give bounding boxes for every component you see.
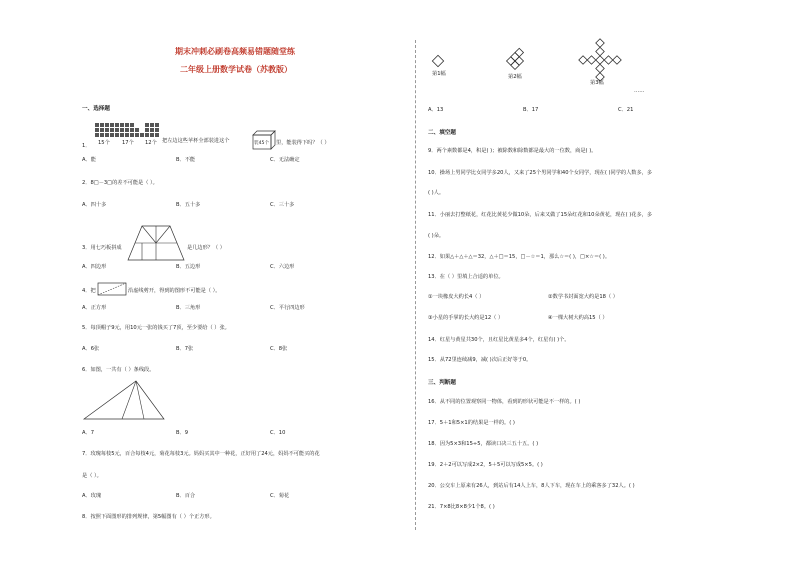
- q12-stem: 12．如果△＋△＋△＝32，△＋□＝15，□－☆＝1，那么☆＝( )，□×☆＝( )。: [428, 254, 611, 260]
- figure-label-2: 第2幅: [508, 74, 522, 80]
- q20-stem: 20．公交车上原来有26人，到站后有14人上车，8人下车，现在车上的乘客多了32人。( ): [428, 483, 635, 489]
- triangle-segments-figure: [84, 381, 164, 419]
- q10-stem: 10．操场上男同学比女同学多20人，又来了25个男同学和40个女同学，现在( )同学的人数多，多: [428, 170, 653, 176]
- cut-rectangle-figure: [98, 283, 126, 295]
- pattern-ellipsis: ……: [634, 88, 645, 94]
- q6-option-a[interactable]: A．7: [82, 430, 95, 436]
- q19-stem: 19．2＋2可以写成2×2，5＋5可以写成5×5。( ): [428, 462, 543, 468]
- q18-stem: 18．因为5×3和15÷5，都读口决三五十五。( ): [428, 441, 539, 447]
- q7-option-b[interactable]: B．百合: [176, 493, 196, 499]
- q10-stem-cont: ( )人。: [428, 190, 445, 196]
- q3-option-a[interactable]: A．四边形: [82, 264, 107, 270]
- q5-option-a[interactable]: A．6张: [82, 346, 100, 352]
- q1-stem: 把左边这些苹杯全部装进这个: [162, 138, 230, 144]
- q5-option-b[interactable]: B．7张: [176, 346, 194, 352]
- q1-option-c[interactable]: C．无法确定: [270, 157, 300, 163]
- q3-stem-end: 是几边形？（ ）: [187, 245, 225, 251]
- q8-option-b[interactable]: B．17: [523, 107, 539, 113]
- page-title: 期末冲刺必刷卷高频易错题随堂练: [175, 47, 295, 56]
- q8-stem: 8．按照下面图形的排列规律，第5幅图有（ ）个正方形。: [82, 514, 215, 520]
- q5-stem: 5．每顶帽子9元，用10元一张的钱买了7顶，至少要给（ ）张。: [82, 325, 230, 331]
- q7-stem: 7．玫瑰每枝5元，百合每枝4元，菊花每枝3元。妈妈买其中一种花，正好用了24元，妈妈不可能买的花: [82, 451, 320, 457]
- q4-option-b[interactable]: B．三角形: [176, 305, 201, 311]
- q1-stem-end: 里，能装得下吗？（ ）: [276, 140, 330, 146]
- q8-option-c[interactable]: C．21: [618, 107, 634, 113]
- q7-option-c[interactable]: C．菊花: [270, 493, 290, 499]
- q4-option-a[interactable]: A．正方形: [82, 305, 107, 311]
- q7-option-a[interactable]: A．玫瑰: [82, 493, 102, 499]
- q9-stem: 9．两个素数都是4，积是( )；被除数和除数都是最大的一位数，商是( )。: [428, 148, 597, 154]
- q13-item-4: ④一棵大树大约高15（ ）: [548, 315, 608, 321]
- q2-option-a[interactable]: A．四十多: [82, 202, 107, 208]
- q14-stem: 14．红星与黄星共30个，且红星比黄星多4个，红星有( )个。: [428, 337, 570, 343]
- q4-stem-end: 沿虚线剪开，得到的图形不可能是（ ）。: [128, 288, 221, 294]
- q13-stem: 13．在（ ）里填上合适的单位。: [428, 274, 504, 280]
- column-divider: [415, 40, 416, 530]
- q2-option-c[interactable]: C．三十多: [270, 202, 295, 208]
- figure-label-1: 第1幅: [432, 71, 446, 77]
- q4-stem: 4．把: [82, 288, 96, 294]
- section-judge-title: 三、判断题: [428, 380, 456, 386]
- q6-stem: 6．如图，一共有（ ）条线段。: [82, 367, 155, 373]
- q1-number: 1．: [82, 143, 91, 149]
- q6-option-b[interactable]: B．9: [176, 430, 189, 436]
- q13-item-2: ②数学书封面宽大约是18（ ）: [548, 294, 618, 300]
- q2-stem: 2．8□－3□的差不可能是（ ）。: [82, 180, 158, 186]
- figure-label-3: 第3幅: [590, 80, 604, 86]
- pattern-figure-3: [580, 40, 620, 80]
- pattern-figure-1: [432, 55, 444, 67]
- q11-stem: 11．小丽去打整纸花，红花比黄花少做10朵，后来又做了15朵红花和10朵黄花，现在( )花多，多: [428, 212, 653, 218]
- q6-option-c[interactable]: C．10: [270, 430, 286, 436]
- q5-option-c[interactable]: C．8张: [270, 346, 288, 352]
- q3-stem: 3．用七巧板拼成: [82, 245, 122, 251]
- box-label: 装45个: [254, 141, 270, 146]
- q21-stem: 21．7×8比8×8少1个8。( ): [428, 504, 495, 510]
- count-label: 15个: [98, 140, 110, 146]
- q3-option-c[interactable]: C．六边形: [270, 264, 295, 270]
- q16-stem: 16．从不同的位置观察同一物体，看到的形状可能是不一样的。( ): [428, 399, 581, 405]
- q8-option-a[interactable]: A．13: [428, 107, 444, 113]
- q4-option-c[interactable]: C．平行四边形: [270, 305, 305, 311]
- section-fill-title: 二、填空题: [428, 130, 456, 136]
- q7-stem-cont: 是（ ）。: [82, 473, 102, 479]
- q13-item-1: ①一块橡皮大约长4（ ）: [428, 294, 485, 300]
- count-label: 17个: [122, 140, 134, 146]
- q3-option-b[interactable]: B．五边形: [176, 264, 201, 270]
- pattern-figure-2: [503, 49, 527, 73]
- section-choice-title: 一、选择题: [82, 106, 110, 112]
- q11-stem-cont: ( )朵。: [428, 233, 445, 239]
- count-label: 12个: [145, 140, 157, 146]
- q15-stem: 15．从72里连续减9，减( )次后正好等于0。: [428, 357, 532, 363]
- tangram-figure: [128, 226, 184, 260]
- q1-option-b[interactable]: B．不能: [176, 157, 196, 163]
- q13-item-3: ③小星的手掌的长大约是12（ ）: [428, 315, 504, 321]
- page-subtitle: 二年级上册数学试卷（苏教版）: [180, 65, 292, 74]
- q17-stem: 17．5＋1和5×1的结果是一样的。( ): [428, 420, 515, 426]
- q2-option-b[interactable]: B．五十多: [176, 202, 201, 208]
- q1-option-a[interactable]: A．能: [82, 157, 96, 163]
